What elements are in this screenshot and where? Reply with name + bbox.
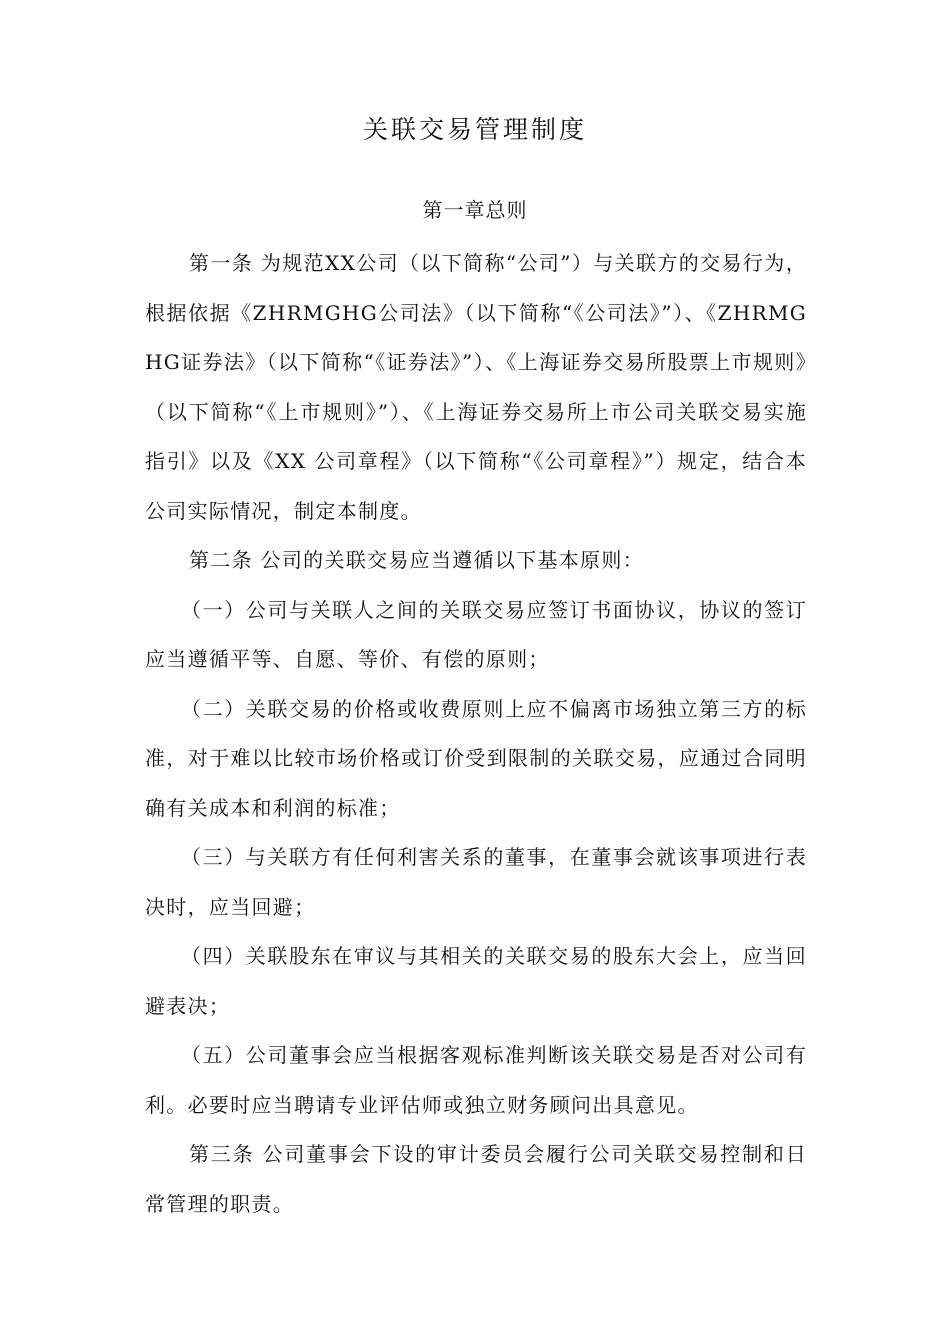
article-2-item-3: （三）与关联方有任何利害关系的董事，在董事会就该事项进行表决时，应当回避； — [145, 845, 807, 919]
document-body — [145, 239, 807, 1229]
article-2-item-2: （二）关联交易的价格或收费原则上应不偏离市场独立第三方的标准，对于难以比较市场价格或订价受到限制的关联交易，应通过合同明确有关成本和利润的标准； — [145, 696, 807, 820]
article-2: 第二条 公司的关联交易应当遵循以下基本原则： — [189, 548, 644, 572]
article-2-item-1: （一）公司与关联人之间的关联交易应签订书面协议，协议的签订应当遵循平等、自愿、等价、有偿的原则； — [145, 597, 807, 671]
article-1: 第一条 为规范XX公司（以下简称“公司”）与关联方的交易行为，根据依据《ZHRMGHG公司法》（以下简称“《公司法》”）、《ZHRMGHG证券法》（以下简称“《证券法》”）、《上海证券交易所股票上市规则》（以下简称“《上市规则》”）、《上海证券交易所上市公司关联交易实施指引》以及《XX 公司章程》（以下简称“《公司章程》”）规定，结合本公司实际情况，制定本制度。 — [145, 251, 807, 523]
article-2-item-4: （四）关联股东在审议与其相关的关联交易的股东大会上，应当回避表决； — [145, 944, 807, 1018]
article-3: 第三条 公司董事会下设的审计委员会履行公司关联交易控制和日常管理的职责。 — [145, 1142, 807, 1216]
document-title: 关联交易管理制度 — [362, 115, 587, 144]
chapter-heading: 第一章总则 — [422, 198, 528, 222]
article-2-item-5: （五）公司董事会应当根据客观标准判断该关联交易是否对公司有利。必要时应当聘请专业评估师或独立财务顾问出具意见。 — [145, 1043, 807, 1117]
